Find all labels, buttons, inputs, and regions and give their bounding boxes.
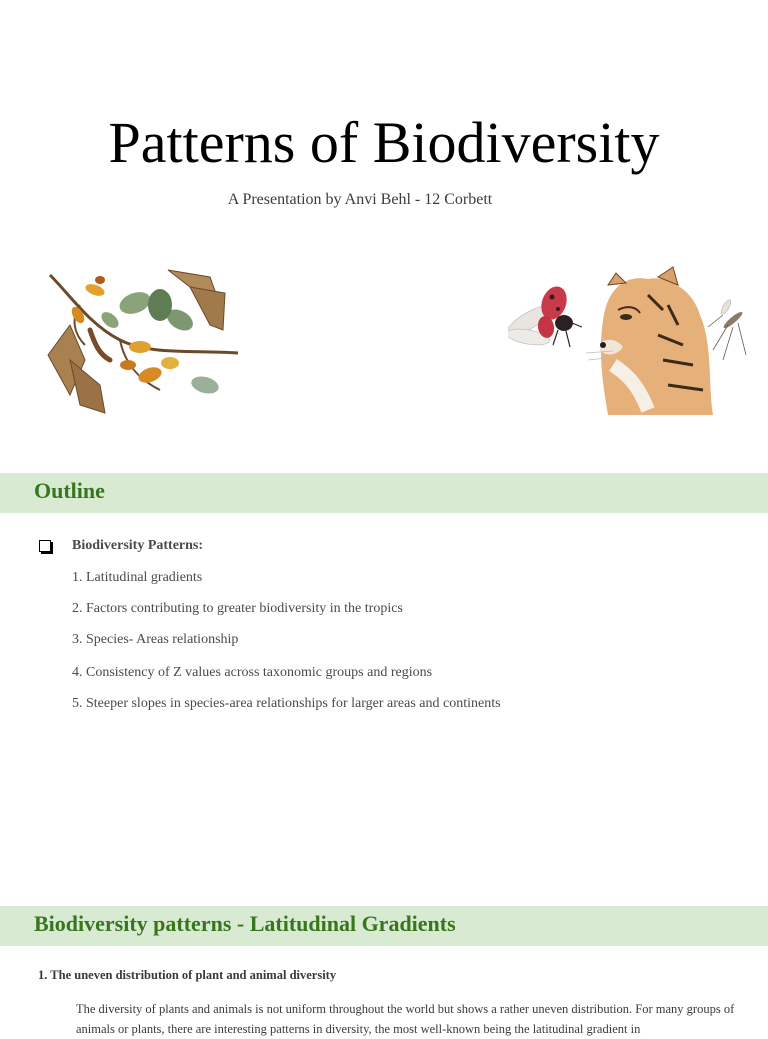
outline-section-label: Biodiversity Patterns: [72,538,204,553]
outline-heading: Outline [34,478,105,503]
checkbox-icon [39,540,51,552]
moth-flower-drawing [40,265,245,415]
outline-item: 4. Consistency of Z values across taxonomic groups and regions [72,665,433,680]
section-paragraph: The diversity of plants and animals is not uniform throughout the world but shows a rather uneven distribution. For many groups of animals or plants, there are interesting patterns in diversity, the most well-known being the latitudinal gradient in [76,1002,735,1036]
page-subtitle: A Presentation by Anvi Behl - 12 Corbett [227,191,493,208]
outline-item: 1. Latitudinal gradients [72,570,203,585]
animal-drawing [508,265,748,420]
latitudinal-header-band [0,906,768,946]
outline-header-band [0,473,768,513]
moths-and-flowers-illustration [40,265,245,415]
page-title: Patterns of Biodiversity [108,110,660,175]
ladybug-tiger-mosquito-illustration [508,265,748,420]
outline-item: 2. Factors contributing to greater biodiversity in the tropics [72,601,403,616]
outline-item: 3. Species- Areas relationship [72,632,239,647]
section-subheading: 1. The uneven distribution of plant and animal diversity [38,968,337,982]
latitudinal-heading: Biodiversity patterns - Latitudinal Gradients [34,911,456,936]
outline-item: 5. Steeper slopes in species-area relationships for larger areas and continents [72,696,501,711]
